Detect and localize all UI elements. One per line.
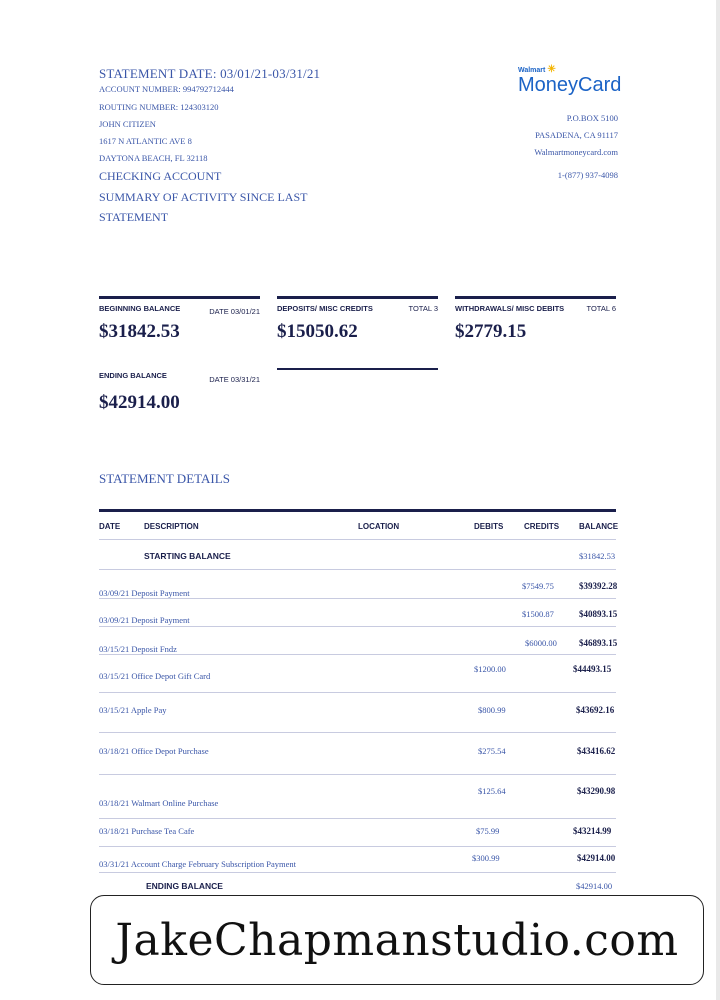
beginning-balance-label: BEGINNING BALANCE bbox=[99, 304, 181, 313]
row-text: 03/15/21 Office Depot Gift Card bbox=[99, 671, 211, 681]
row-debit: $1200.00 bbox=[474, 664, 506, 674]
row-debit: $275.54 bbox=[478, 746, 506, 756]
statement-header bbox=[99, 66, 399, 225]
row-balance: $43214.99 bbox=[573, 826, 612, 836]
customer-address-line2: DAYTONA BEACH, FL 32118 bbox=[99, 153, 208, 163]
row-text: 03/18/21 Walmart Online Purchase bbox=[99, 798, 219, 808]
summary-divider bbox=[277, 368, 438, 370]
deposits-amount: $15050.62 bbox=[277, 321, 358, 342]
row-balance: $39392.28 bbox=[579, 581, 618, 591]
issuer-city: PASADENA, CA 91117 bbox=[535, 130, 618, 140]
account-number: ACCOUNT NUMBER: 994792712444 bbox=[99, 84, 234, 94]
row-credit: $1500.87 bbox=[522, 609, 554, 619]
beginning-balance-amount: $31842.53 bbox=[99, 321, 180, 342]
issuer-phone: 1-(877) 937-4098 bbox=[557, 170, 618, 180]
col-credits: CREDITS bbox=[524, 522, 560, 531]
row-credit: $6000.00 bbox=[525, 638, 557, 648]
moneycard-logo bbox=[518, 66, 620, 97]
row-debit: $300.99 bbox=[472, 853, 500, 863]
row-text: 03/31/21 Account Charge February Subscription Payment bbox=[99, 859, 296, 869]
row-text: 03/18/21 Office Depot Purchase bbox=[99, 746, 209, 756]
account-type: CHECKING ACCOUNT bbox=[99, 169, 222, 183]
transactions-table bbox=[99, 509, 619, 891]
col-balance: BALANCE bbox=[579, 522, 619, 531]
beginning-balance-date: DATE 03/01/21 bbox=[209, 307, 260, 316]
beginning-balance-box bbox=[99, 296, 260, 342]
routing-number: ROUTING NUMBER: 124303120 bbox=[99, 102, 219, 112]
moneycard-text: MoneyCard bbox=[518, 74, 622, 96]
ending-balance-row-value: $42914.00 bbox=[576, 881, 613, 891]
customer-name: JOHN CITIZEN bbox=[99, 119, 156, 129]
ending-balance-row-label: ENDING BALANCE bbox=[146, 881, 223, 891]
col-description: DESCRIPTION bbox=[144, 522, 199, 531]
row-balance: $42914.00 bbox=[577, 853, 616, 863]
withdrawals-amount: $2779.15 bbox=[455, 321, 527, 342]
watermark-text: JakeChapmanstudio.com bbox=[115, 914, 679, 966]
issuer-website: Walmartmoneycard.com bbox=[534, 147, 618, 157]
page-edge bbox=[716, 0, 720, 1000]
col-date: DATE bbox=[99, 522, 121, 531]
watermark-banner bbox=[90, 895, 704, 985]
withdrawals-label: WITHDRAWALS/ MISC DEBITS bbox=[455, 304, 565, 313]
summary-heading-line2: STATEMENT bbox=[99, 210, 169, 224]
ending-balance-amount: $42914.00 bbox=[99, 392, 180, 413]
issuer-address bbox=[534, 110, 618, 184]
statement-details-title: STATEMENT DETAILS bbox=[99, 471, 230, 486]
starting-balance-label: STARTING BALANCE bbox=[144, 551, 231, 561]
ending-balance-label: ENDING BALANCE bbox=[99, 371, 167, 380]
row-balance: $43692.16 bbox=[576, 705, 615, 715]
col-location: LOCATION bbox=[358, 522, 400, 531]
starting-balance-value: $31842.53 bbox=[579, 551, 616, 561]
row-debit: $800.99 bbox=[478, 705, 506, 715]
deposits-box bbox=[277, 296, 438, 342]
row-text: 03/15/21 Deposit Fndz bbox=[99, 644, 177, 654]
issuer-po-box: P.O.BOX 5100 bbox=[566, 113, 618, 123]
walmart-spark-icon: ✳ bbox=[547, 64, 556, 75]
ending-balance-date: DATE 03/31/21 bbox=[209, 375, 260, 384]
customer-address-line1: 1617 N ATLANTIC AVE 8 bbox=[99, 136, 192, 146]
col-debits: DEBITS bbox=[474, 522, 504, 531]
row-balance: $43290.98 bbox=[577, 786, 616, 796]
statement-date: STATEMENT DATE: 03/01/21-03/31/21 bbox=[99, 66, 321, 81]
row-balance: $46893.15 bbox=[579, 638, 618, 648]
summary-heading-line1: SUMMARY OF ACTIVITY SINCE LAST bbox=[99, 190, 308, 204]
row-credit: $7549.75 bbox=[522, 581, 554, 591]
row-balance: $44493.15 bbox=[573, 664, 612, 674]
deposits-label: DEPOSITS/ MISC CREDITS bbox=[277, 304, 373, 313]
withdrawals-total: TOTAL 6 bbox=[586, 304, 616, 313]
row-text: 03/09/21 Deposit Payment bbox=[99, 615, 190, 625]
row-debit: $125.64 bbox=[478, 786, 506, 796]
row-balance: $43416.62 bbox=[577, 746, 616, 756]
walmart-text: Walmart bbox=[518, 66, 546, 74]
deposits-total: TOTAL 3 bbox=[408, 304, 438, 313]
row-text: 03/18/21 Purchase Tea Cafe bbox=[99, 826, 195, 836]
row-debit: $75.99 bbox=[476, 826, 500, 836]
walmart-wordmark bbox=[518, 66, 620, 74]
withdrawals-box bbox=[455, 296, 616, 342]
row-text: 03/15/21 Apple Pay bbox=[99, 705, 167, 715]
row-balance: $40893.15 bbox=[579, 609, 618, 619]
row-text: 03/09/21 Deposit Payment bbox=[99, 588, 190, 598]
